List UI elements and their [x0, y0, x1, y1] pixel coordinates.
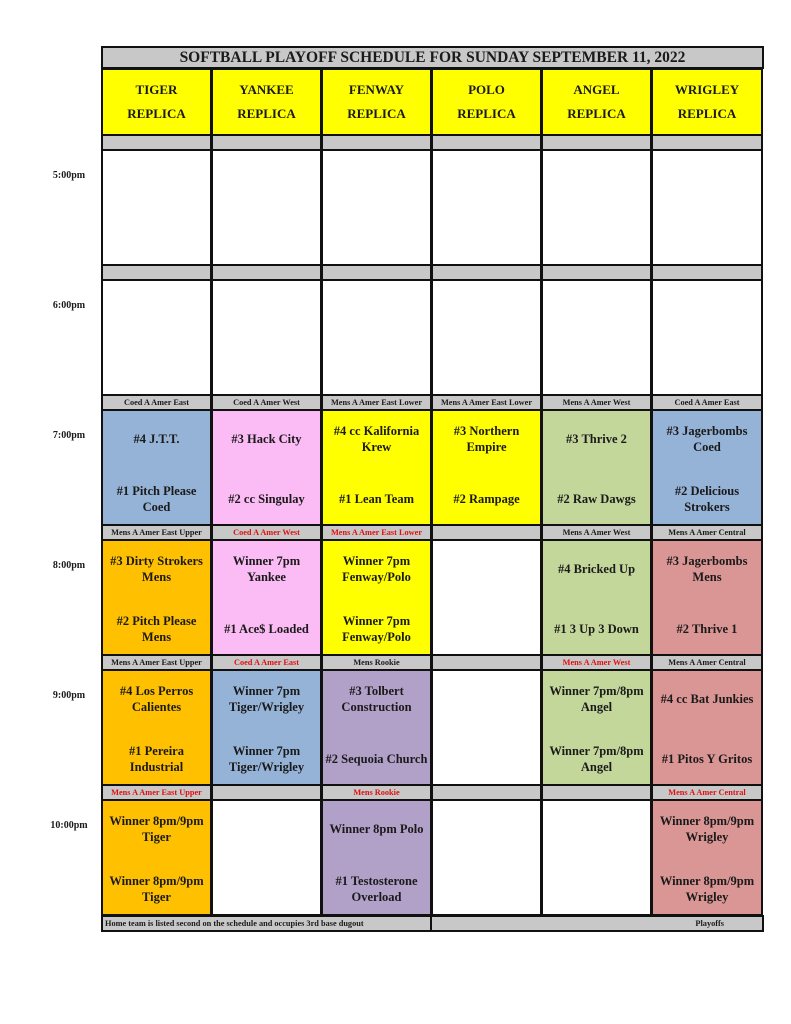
team-home: Winner 8pm/9pm Wrigley — [659, 874, 755, 904]
team-away: Winner 8pm/9pm Tiger — [109, 814, 204, 844]
team-away: Winner 8pm/9pm Wrigley — [659, 814, 755, 844]
division-label: Mens A Amer West — [541, 395, 651, 410]
team-away: #4 J.T.T. — [133, 432, 180, 446]
team-home: #2 Thrive 1 — [676, 622, 738, 636]
field-name: FENWAY — [348, 82, 405, 97]
team-away — [545, 813, 648, 845]
division-label — [321, 265, 431, 280]
team-away — [435, 813, 538, 845]
game-cell — [211, 280, 321, 395]
team-home: #2 Delicious Strokers — [674, 484, 740, 514]
division-label — [211, 135, 321, 150]
field-subtitle: REPLICA — [347, 106, 406, 121]
field-header-fenway — [321, 69, 431, 135]
division-label — [431, 265, 541, 280]
time-label: 8:00pm — [52, 560, 86, 571]
team-home: #1 Pereira Industrial — [129, 744, 184, 774]
team-home — [325, 223, 428, 255]
team-home — [435, 873, 538, 905]
game-cell — [431, 540, 541, 655]
team-away: #3 Northern Empire — [453, 424, 520, 454]
team-away — [215, 813, 318, 845]
game-cell — [101, 670, 211, 785]
team-home: #2 cc Singulay — [228, 492, 305, 506]
team-away — [215, 163, 318, 195]
team-away — [435, 163, 538, 195]
schedule-title: SOFTBALL PLAYOFF SCHEDULE FOR SUNDAY SEPTEMBER 11, 2022 — [101, 46, 764, 69]
division-label-row — [101, 395, 764, 410]
game-cell — [211, 800, 321, 915]
division-label: Coed A Amer East — [211, 655, 321, 670]
game-cell — [541, 280, 651, 395]
division-label: Coed A Amer West — [211, 525, 321, 540]
game-cell — [211, 150, 321, 265]
team-home — [435, 743, 538, 775]
field-header-wrigley — [651, 69, 763, 135]
division-label — [211, 785, 321, 800]
team-home: Winner 7pm Fenway/Polo — [342, 614, 411, 644]
team-home: #2 Rampage — [453, 492, 520, 506]
team-home — [545, 353, 648, 385]
game-cell — [541, 670, 651, 785]
division-label: Mens A Amer West — [541, 655, 651, 670]
game-cell — [211, 410, 321, 525]
team-away: Winner 7pm Fenway/Polo — [342, 554, 411, 584]
team-away: #4 Bricked Up — [557, 562, 636, 576]
division-label — [211, 265, 321, 280]
team-away: #3 Hack City — [231, 432, 302, 446]
division-label: Coed A Amer East — [651, 395, 763, 410]
team-away: Winner 7pm Tiger/Wrigley — [228, 684, 305, 714]
team-away: Winner 8pm Polo — [329, 822, 424, 836]
game-cell — [101, 800, 211, 915]
team-away: #3 Dirty Strokers Mens — [110, 554, 203, 584]
time-label: 9:00pm — [52, 690, 86, 701]
division-label-row — [101, 135, 764, 150]
division-label: Mens A Amer East Upper — [101, 655, 211, 670]
team-away — [435, 553, 538, 585]
team-home — [655, 353, 759, 385]
division-label — [101, 135, 211, 150]
game-cell — [321, 670, 431, 785]
team-away: #4 cc Kalifornia Krew — [333, 424, 420, 454]
team-home — [435, 223, 538, 255]
field-subtitle: REPLICA — [237, 106, 296, 121]
game-cell — [101, 410, 211, 525]
team-home: Winner 7pm/8pm Angel — [549, 744, 644, 774]
division-label: Mens A Amer Central — [651, 525, 763, 540]
game-cell — [541, 800, 651, 915]
team-home: Winner 8pm/9pm Tiger — [109, 874, 204, 904]
division-label: Mens A Amer East Upper — [101, 785, 211, 800]
team-away: #3 Tolbert Construction — [341, 684, 412, 714]
field-name: TIGER — [135, 82, 178, 97]
division-label: Mens Rookie — [321, 655, 431, 670]
division-label — [651, 135, 763, 150]
game-cell — [431, 670, 541, 785]
team-away: Winner 7pm/8pm Angel — [549, 684, 644, 714]
team-away: Winner 7pm Yankee — [232, 554, 301, 584]
team-home: #1 Pitch Please Coed — [116, 484, 197, 514]
home-team-note: Home team is listed second on the schedule and occupies 3rd base dugout — [101, 915, 432, 932]
team-away — [545, 293, 648, 325]
team-home — [215, 353, 318, 385]
game-cell — [431, 800, 541, 915]
team-home: #1 Lean Team — [338, 492, 414, 506]
team-home: #1 Pitos Y Gritos — [661, 752, 753, 766]
game-cell — [541, 540, 651, 655]
division-label — [321, 135, 431, 150]
team-away — [105, 163, 208, 195]
time-label: 10:00pm — [50, 820, 88, 831]
field-header-angel — [541, 69, 651, 135]
game-cell — [651, 280, 763, 395]
team-home: #2 Sequoia Church — [325, 752, 428, 766]
division-label — [651, 265, 763, 280]
team-away — [325, 163, 428, 195]
division-label: Mens A Amer East Upper — [101, 525, 211, 540]
division-label: Mens A Amer East Lower — [321, 395, 431, 410]
field-subtitle: REPLICA — [457, 106, 516, 121]
field-header-row — [101, 69, 764, 135]
game-cell — [321, 150, 431, 265]
game-cell — [431, 410, 541, 525]
team-away: #3 Jagerbombs Mens — [666, 554, 748, 584]
field-header-polo — [431, 69, 541, 135]
division-label: Mens A Amer Central — [651, 785, 763, 800]
field-name: YANKEE — [239, 82, 294, 97]
team-away — [215, 293, 318, 325]
game-cell — [321, 280, 431, 395]
division-label — [431, 655, 541, 670]
field-header-yankee — [211, 69, 321, 135]
division-label — [541, 265, 651, 280]
time-label: 5:00pm — [52, 170, 86, 181]
team-away — [545, 163, 648, 195]
game-cell — [101, 150, 211, 265]
game-cell — [321, 410, 431, 525]
division-label: Coed A Amer East — [101, 395, 211, 410]
game-cell — [651, 410, 763, 525]
team-home: #1 Testosterone Overload — [335, 874, 418, 904]
division-label — [541, 135, 651, 150]
game-cell — [541, 410, 651, 525]
division-label-row — [101, 525, 764, 540]
game-cell — [321, 540, 431, 655]
division-label: Mens A Amer Central — [651, 655, 763, 670]
time-slot-row — [101, 670, 764, 785]
playoffs-label: Playoffs — [432, 915, 764, 932]
team-home — [105, 223, 208, 255]
team-home: #2 Pitch Please Mens — [116, 614, 197, 644]
time-slot-row — [101, 280, 764, 395]
team-home: #1 Ace$ Loaded — [224, 622, 309, 636]
division-label: Coed A Amer West — [211, 395, 321, 410]
time-slot-row — [101, 540, 764, 655]
team-away: #3 Jagerbombs Coed — [666, 424, 748, 454]
division-label-row — [101, 265, 764, 280]
time-slot-row — [101, 410, 764, 525]
game-cell — [431, 280, 541, 395]
game-cell — [101, 280, 211, 395]
footer-row — [101, 915, 764, 932]
team-away — [435, 293, 538, 325]
game-cell — [211, 540, 321, 655]
team-home: #1 3 Up 3 Down — [554, 622, 639, 636]
division-label — [431, 785, 541, 800]
division-label — [101, 265, 211, 280]
division-label-row — [101, 655, 764, 670]
division-label — [541, 785, 651, 800]
team-home — [435, 353, 538, 385]
time-slot-row — [101, 800, 764, 915]
division-label-row — [101, 785, 764, 800]
team-away — [435, 683, 538, 715]
field-subtitle: REPLICA — [677, 106, 737, 121]
schedule-table — [101, 46, 764, 932]
team-away: #4 cc Bat Junkies — [660, 692, 754, 706]
division-label: Mens A Amer West — [541, 525, 651, 540]
team-home: Winner 7pm Tiger/Wrigley — [228, 744, 305, 774]
game-cell — [101, 540, 211, 655]
division-label: Mens Rookie — [321, 785, 431, 800]
game-cell — [651, 800, 763, 915]
field-subtitle: REPLICA — [127, 106, 186, 121]
division-label — [431, 525, 541, 540]
team-home — [215, 873, 318, 905]
team-away — [655, 293, 759, 325]
team-away — [655, 163, 759, 195]
team-home — [545, 223, 648, 255]
team-home — [105, 353, 208, 385]
team-away: #4 Los Perros Calientes — [119, 684, 194, 714]
time-label: 7:00pm — [52, 430, 86, 441]
field-subtitle: REPLICA — [567, 106, 626, 121]
game-cell — [431, 150, 541, 265]
time-label: 6:00pm — [52, 300, 86, 311]
team-home — [655, 223, 759, 255]
division-label — [431, 135, 541, 150]
team-home — [435, 613, 538, 645]
game-cell — [211, 670, 321, 785]
team-home — [215, 223, 318, 255]
team-away: #3 Thrive 2 — [566, 432, 627, 446]
game-cell — [651, 670, 763, 785]
game-cell — [651, 150, 763, 265]
field-header-tiger — [101, 69, 211, 135]
division-label: Mens A Amer East Lower — [431, 395, 541, 410]
field-name: WRIGLEY — [674, 82, 740, 97]
game-cell — [321, 800, 431, 915]
game-cell — [541, 150, 651, 265]
team-home — [545, 873, 648, 905]
team-away — [105, 293, 208, 325]
time-slot-row — [101, 150, 764, 265]
team-home — [325, 353, 428, 385]
team-away — [325, 293, 428, 325]
field-name: ANGEL — [573, 82, 620, 97]
field-name: POLO — [468, 82, 505, 97]
team-home: #2 Raw Dawgs — [557, 492, 636, 506]
division-label: Mens A Amer East Lower — [321, 525, 431, 540]
game-cell — [651, 540, 763, 655]
